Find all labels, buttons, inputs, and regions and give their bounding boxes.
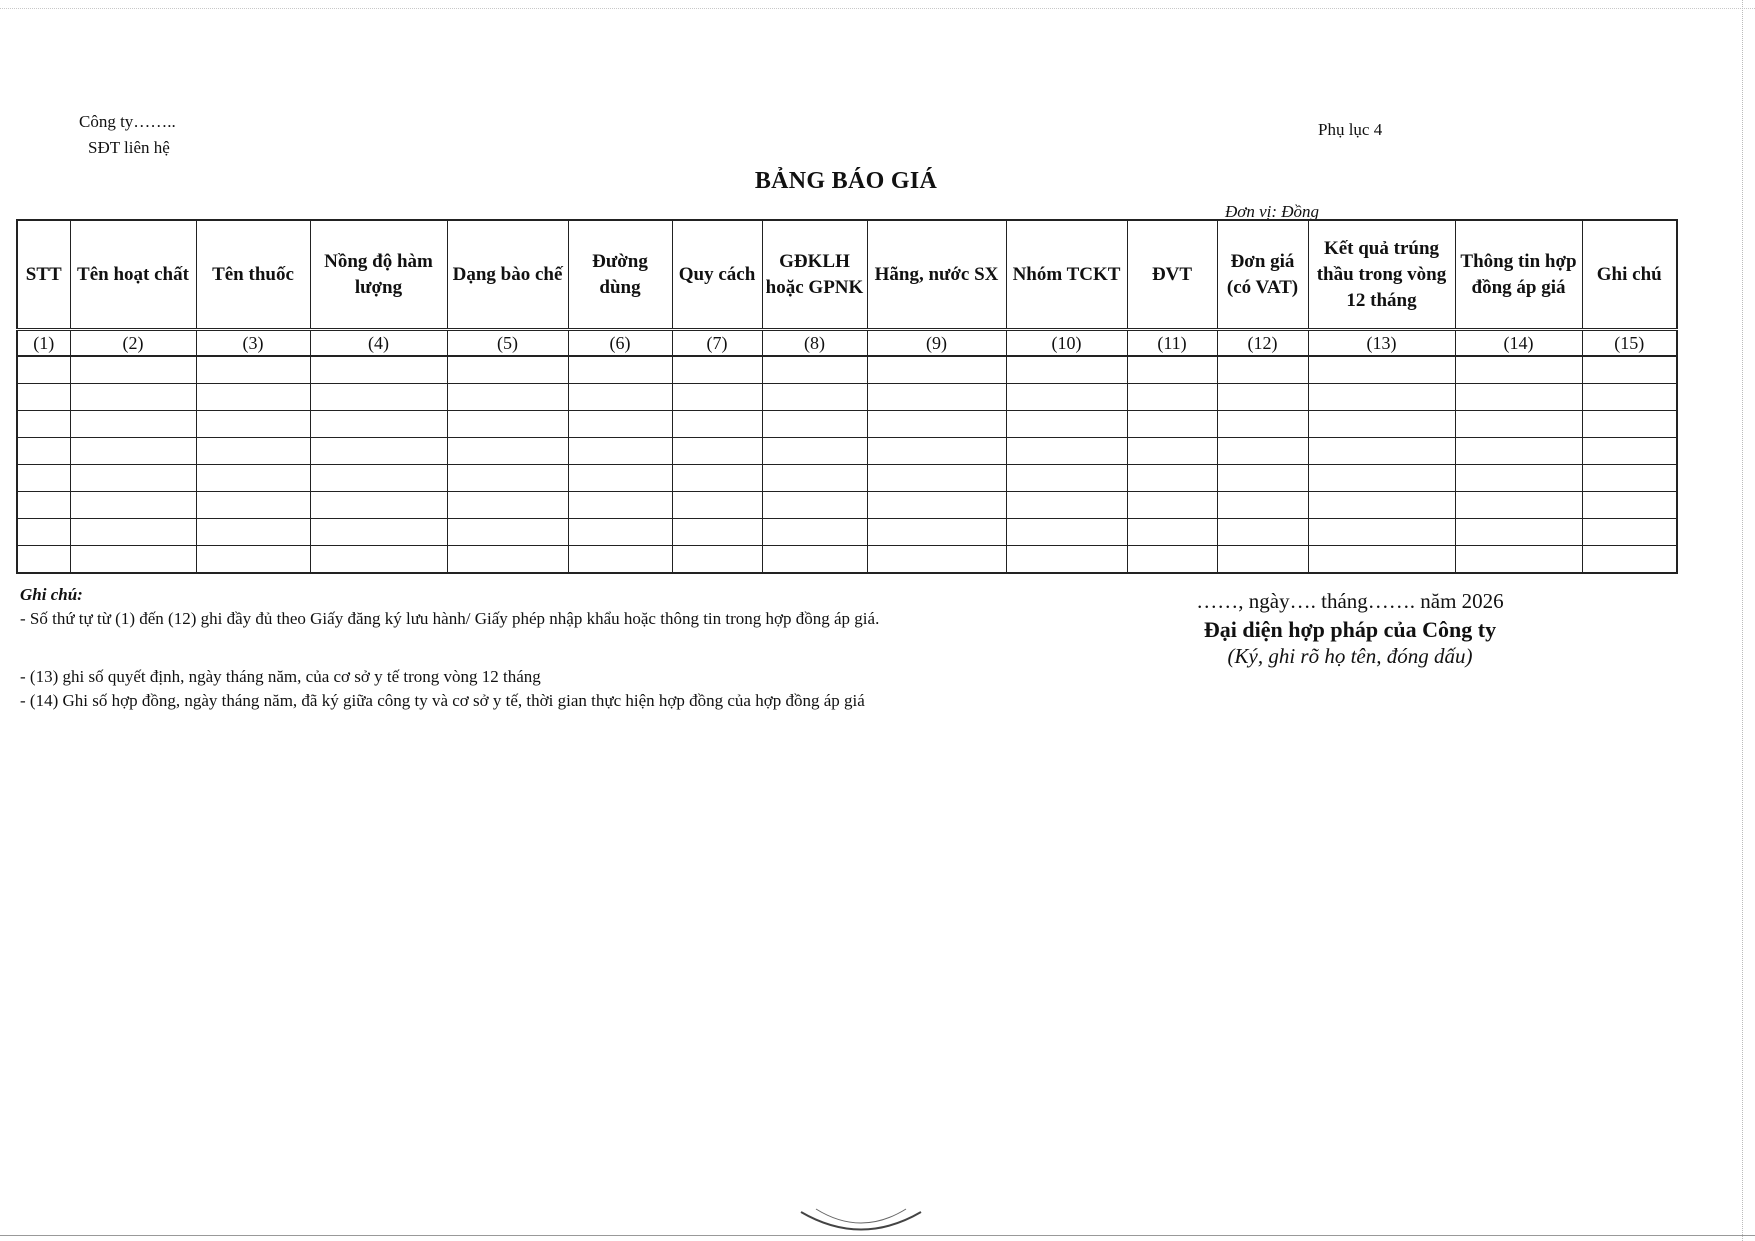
col-number: (15) [1582, 330, 1677, 357]
col-header: ĐVT [1127, 220, 1217, 330]
col-header: Dạng bào chế [447, 220, 568, 330]
table-cell [867, 465, 1006, 492]
table-cell [1308, 519, 1455, 546]
col-header: Quy cách [672, 220, 762, 330]
table-row [17, 492, 1677, 519]
col-number: (1) [17, 330, 70, 357]
table-cell [672, 438, 762, 465]
table-cell [70, 465, 196, 492]
table-cell [17, 519, 70, 546]
table-cell [70, 438, 196, 465]
table-cell [310, 438, 447, 465]
table-cell [1006, 519, 1127, 546]
table-cell [1217, 492, 1308, 519]
col-header: Kết quả trúng thầu trong vòng 12 tháng [1308, 220, 1455, 330]
table-cell [568, 546, 672, 574]
table-cell [310, 519, 447, 546]
table-cell [1006, 384, 1127, 411]
notes-section [20, 583, 1080, 713]
col-number: (5) [447, 330, 568, 357]
table-cell [1582, 384, 1677, 411]
table-cell [447, 546, 568, 574]
table-cell [1455, 492, 1582, 519]
table-cell [17, 356, 70, 384]
table-cell [310, 465, 447, 492]
col-header: Thông tin hợp đồng áp giá [1455, 220, 1582, 330]
table-cell [196, 384, 310, 411]
table-cell [672, 411, 762, 438]
table-cell [17, 492, 70, 519]
table-cell [867, 492, 1006, 519]
table-cell [196, 438, 310, 465]
col-number: (14) [1455, 330, 1582, 357]
table-cell [1217, 438, 1308, 465]
table-row [17, 438, 1677, 465]
table-cell [1308, 356, 1455, 384]
note-line: - (13) ghi số quyết định, ngày tháng năm, của cơ sở y tế trong vòng 12 tháng [20, 667, 541, 686]
scan-border-right [1742, 0, 1749, 1241]
table-cell [196, 465, 310, 492]
table-cell [70, 492, 196, 519]
table-cell [672, 356, 762, 384]
table-cell [1127, 492, 1217, 519]
table-cell [672, 384, 762, 411]
col-header: STT [17, 220, 70, 330]
table-cell [1006, 546, 1127, 574]
signature-date: ……, ngày…. tháng……. năm 2026 [1196, 589, 1504, 613]
table-row [17, 519, 1677, 546]
table-cell [568, 438, 672, 465]
table-cell [1127, 356, 1217, 384]
table-cell [1582, 411, 1677, 438]
col-number: (11) [1127, 330, 1217, 357]
table-cell [1582, 438, 1677, 465]
stamp-fragment-icon [796, 1207, 926, 1241]
col-header: Đơn giá (có VAT) [1217, 220, 1308, 330]
col-header: Hãng, nước SX [867, 220, 1006, 330]
table-cell [1455, 384, 1582, 411]
table-cell [1455, 465, 1582, 492]
table-cell [1217, 546, 1308, 574]
table-cell [672, 492, 762, 519]
signature-instruction: (Ký, ghi rõ họ tên, đóng dấu) [1227, 644, 1473, 668]
table-cell [867, 438, 1006, 465]
table-cell [568, 465, 672, 492]
table-cell [1455, 356, 1582, 384]
col-header: Nồng độ hàm lượng [310, 220, 447, 330]
table-cell [568, 519, 672, 546]
table-cell [1455, 411, 1582, 438]
table-cell [762, 519, 867, 546]
table-cell [196, 492, 310, 519]
col-header: Tên thuốc [196, 220, 310, 330]
table-cell [70, 356, 196, 384]
table-cell [1582, 356, 1677, 384]
col-number: (9) [867, 330, 1006, 357]
table-cell [1006, 356, 1127, 384]
table-cell [17, 465, 70, 492]
table-cell [568, 384, 672, 411]
table-cell [1308, 546, 1455, 574]
table-cell [1308, 465, 1455, 492]
table-cell [1006, 492, 1127, 519]
table-cell [672, 465, 762, 492]
col-number: (12) [1217, 330, 1308, 357]
col-number: (4) [310, 330, 447, 357]
company-name: Công ty…….. [79, 112, 176, 131]
table-cell [762, 411, 867, 438]
scan-border-top [0, 0, 1755, 9]
table-cell [1006, 411, 1127, 438]
table-cell [867, 384, 1006, 411]
table-cell [310, 492, 447, 519]
table-cell [70, 384, 196, 411]
table-row [17, 465, 1677, 492]
note-line: - Số thứ tự từ (1) đến (12) ghi đầy đủ theo Giấy đăng ký lưu hành/ Giấy phép nhập khẩu hoặc thông tin trong hợp đồng áp giá. [20, 609, 880, 628]
table-cell [568, 411, 672, 438]
table-cell [1455, 438, 1582, 465]
signature-title: Đại diện hợp pháp của Công ty [1203, 617, 1497, 642]
table-cell [1006, 438, 1127, 465]
table-cell [1127, 465, 1217, 492]
price-quotation-table [16, 219, 1678, 574]
table-cell [1006, 465, 1127, 492]
table-cell [70, 411, 196, 438]
table-cell [196, 546, 310, 574]
table-cell [762, 384, 867, 411]
col-number: (6) [568, 330, 672, 357]
table-cell [762, 356, 867, 384]
appendix-label: Phụ lục 4 [1318, 120, 1383, 139]
table-cell [196, 519, 310, 546]
table-cell [568, 356, 672, 384]
table-cell [1455, 546, 1582, 574]
note-line: - (14) Ghi số hợp đồng, ngày tháng năm, đã ký giữa công ty và cơ sở y tế, thời gian thực hiện hợp đồng của hợp đồng áp giá [20, 691, 865, 710]
table-cell [17, 546, 70, 574]
table-cell [1455, 519, 1582, 546]
table-cell [17, 411, 70, 438]
table-cell [1308, 492, 1455, 519]
table-cell [196, 356, 310, 384]
col-header: Tên hoạt chất [70, 220, 196, 330]
table-cell [447, 356, 568, 384]
table-cell [867, 519, 1006, 546]
table-cell [310, 356, 447, 384]
table-cell [447, 384, 568, 411]
table-row [17, 356, 1677, 384]
table-cell [672, 519, 762, 546]
col-number: (10) [1006, 330, 1127, 357]
col-number: (2) [70, 330, 196, 357]
table-header-row [17, 220, 1677, 330]
col-header: Đường dùng [568, 220, 672, 330]
table-cell [1217, 356, 1308, 384]
table-cell [447, 492, 568, 519]
table-cell [1582, 546, 1677, 574]
table-cell [310, 411, 447, 438]
table-cell [1582, 492, 1677, 519]
table-cell [568, 492, 672, 519]
col-number: (3) [196, 330, 310, 357]
document-title: BẢNG BÁO GIÁ [754, 168, 938, 194]
table-cell [1308, 384, 1455, 411]
table-cell [1217, 465, 1308, 492]
col-header: GĐKLH hoặc GPNK [762, 220, 867, 330]
table-cell [867, 411, 1006, 438]
table-cell [762, 546, 867, 574]
table-cell [310, 384, 447, 411]
table-cell [1127, 519, 1217, 546]
table-cell [1217, 384, 1308, 411]
table-cell [70, 546, 196, 574]
table-cell [762, 492, 867, 519]
table-cell [196, 411, 310, 438]
table-cell [447, 438, 568, 465]
table-cell [762, 465, 867, 492]
table-cell [310, 546, 447, 574]
table-cell [1127, 546, 1217, 574]
table-cell [1582, 465, 1677, 492]
table-cell [1582, 519, 1677, 546]
table-cell [70, 519, 196, 546]
table-cell [447, 411, 568, 438]
table-cell [1127, 438, 1217, 465]
currency-unit: Đơn vị: Đồng [1225, 202, 1320, 221]
table-row [17, 384, 1677, 411]
col-number: (13) [1308, 330, 1455, 357]
col-header: Nhóm TCKT [1006, 220, 1127, 330]
table-cell [17, 438, 70, 465]
table-cell [447, 519, 568, 546]
table-cell [1217, 411, 1308, 438]
contact-phone-label: SĐT liên hệ [88, 138, 170, 157]
table-cell [447, 465, 568, 492]
table-cell [762, 438, 867, 465]
table-cell [1217, 519, 1308, 546]
column-number-row [17, 330, 1677, 357]
table-cell [1127, 411, 1217, 438]
table-cell [867, 546, 1006, 574]
table-cell [1308, 438, 1455, 465]
table-row [17, 411, 1677, 438]
table-cell [1308, 411, 1455, 438]
table-row [17, 546, 1677, 574]
notes-title: Ghi chú: [20, 585, 83, 604]
col-number: (7) [672, 330, 762, 357]
table-cell [1127, 384, 1217, 411]
col-header: Ghi chú [1582, 220, 1677, 330]
table-cell [17, 384, 70, 411]
table-cell [867, 356, 1006, 384]
col-number: (8) [762, 330, 867, 357]
table-cell [672, 546, 762, 574]
